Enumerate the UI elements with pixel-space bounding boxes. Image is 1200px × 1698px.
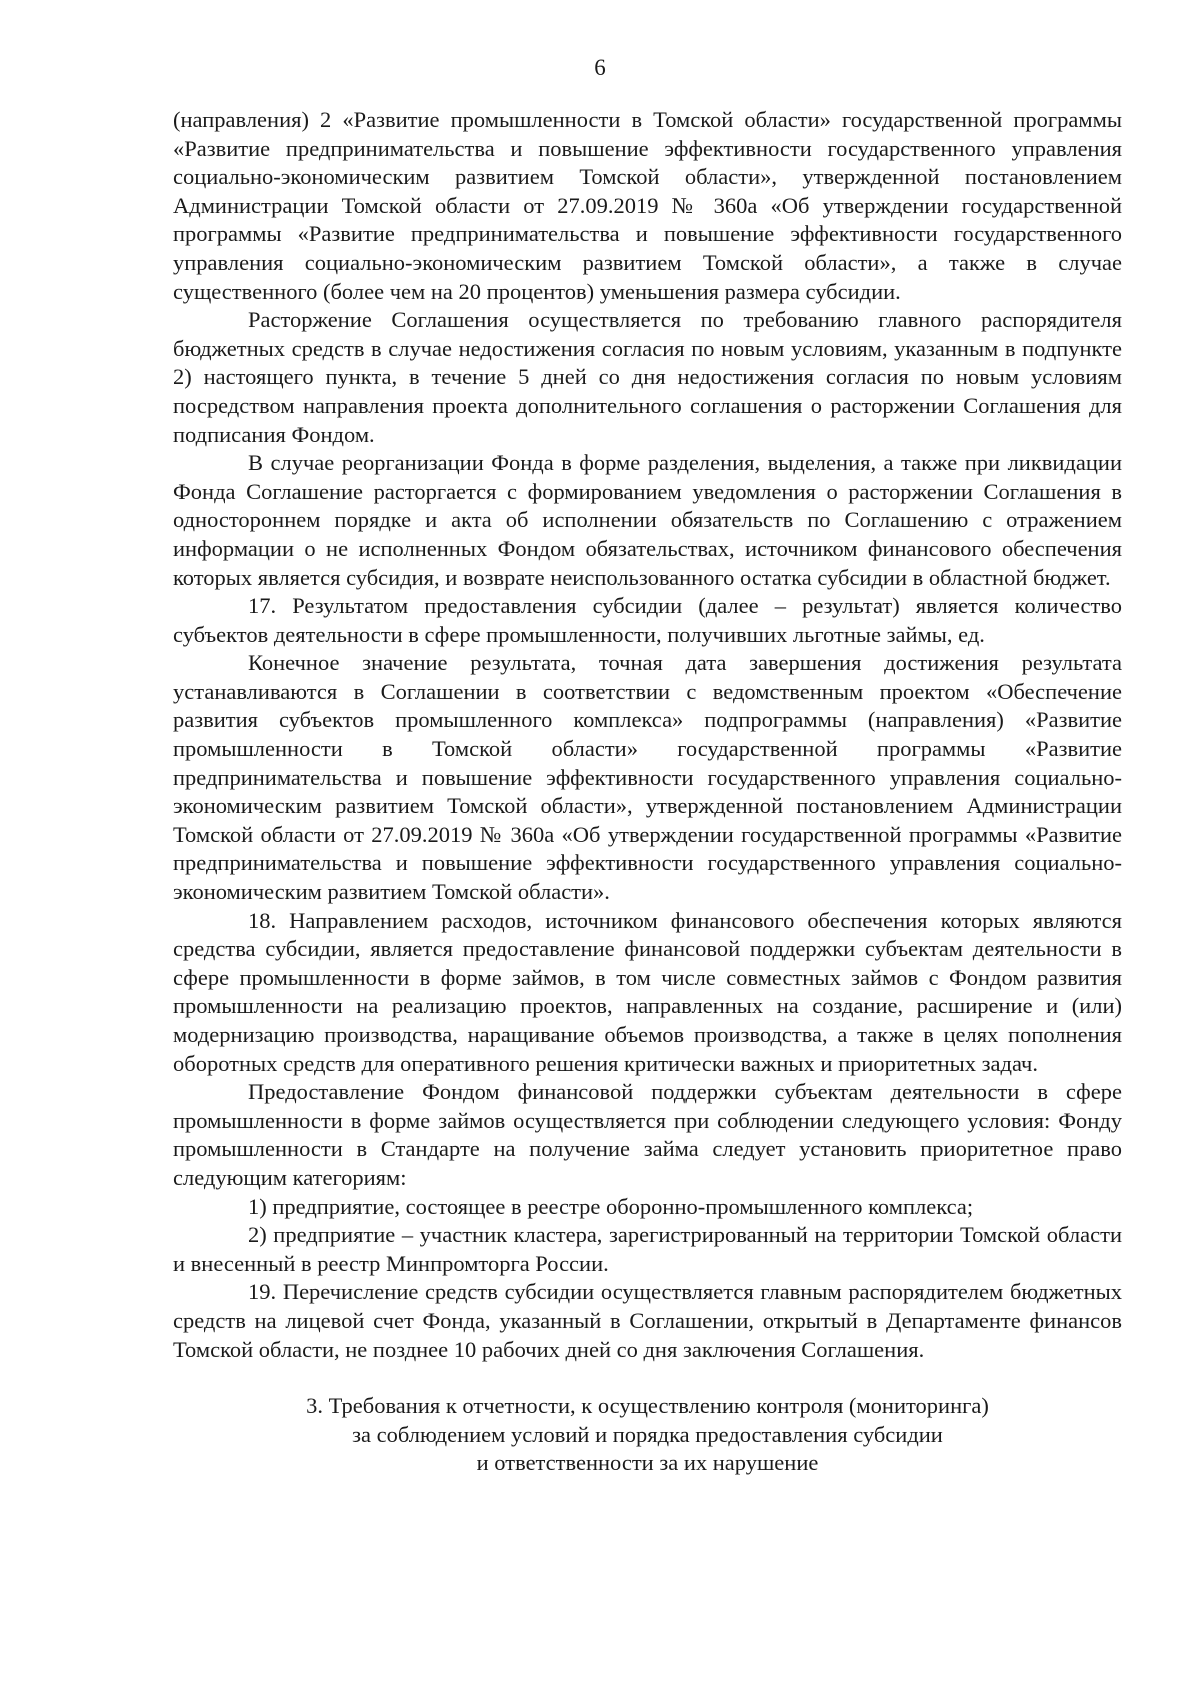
paragraph-clause-17: 17. Результатом предоставления субсидии (далее – результат) является количество субъектов деятельности в сфере промышленности, получивших льготные займы, ед. [173, 593, 1122, 647]
section-heading-line-1: 3. Требования к отчетности, к осуществлению контроля (мониторинга) [306, 1393, 989, 1419]
paragraph-termination: Расторжение Соглашения осуществляется по требованию главного распорядителя бюджетных средств в случае недостижения согласия по новым условиям, указанным в подпункте 2) настоящего пункта, в течение 5 дней со дня недостижения согласия по новым условиям посредством направления проекта дополнительного соглашения о расторжении Соглашения для подписания Фондом. [173, 307, 1122, 447]
document-body [173, 106, 1122, 1478]
paragraph-result-value: Конечное значение результата, точная дата завершения достижения результата устанавливаются в Соглашении в соответствии с ведомственным проектом «Обеспечение развития субъектов промышленного комплекса» подпрограммы (направления) «Развитие промышленности в Томской области» государственной программы «Развитие предпринимательства и повышение эффективности государственного управления социально-экономическим развитием Томской области», утвержденной постановлением Администрации Томской области от 27.09.2019 № 360а «Об утверждении государственной программы «Развитие предпринимательства и повышение эффективности государственного управления социально-экономическим развитием Томской области». [173, 650, 1122, 905]
list-item-1: 1) предприятие, состоящее в реестре оборонно-промышленного комплекса; [248, 1193, 974, 1219]
section-heading-line-3: и ответственности за их нарушение [476, 1450, 819, 1476]
paragraph-clause-19: 19. Перечисление средств субсидии осуществляется главным распорядителем бюджетных средств на лицевой счет Фонда, указанный в Соглашении, открытый в Департаменте финансов Томской области, не позднее 10 рабочих дней со дня заключения Соглашения. [173, 1279, 1122, 1362]
paragraph-clause-18: 18. Направлением расходов, источником финансового обеспечения которых являются средства субсидии, является предоставление финансовой поддержки субъектам деятельности в сфере промышленности в форме займов, в том числе совместных займов с Фондом развития промышленности на реализацию проектов, направленных на создание, расширение и (или) модернизацию производства, наращивание объемов производства, а также в целях пополнения оборотных средств для оперативного решения критически важных и приоритетных задач. [173, 907, 1122, 1076]
section-heading-line-2: за соблюдением условий и порядка предоставления субсидии [352, 1421, 943, 1447]
paragraph-continuation: (направления) 2 «Развитие промышленности в Томской области» государственной программы «Развитие предпринимательства и повышение эффективности государственного управления социально-экономическим развитием Томской области», утвержденной постановлением Администрации Томской области от 27.09.2019 № 360а «Об утверждении государственной программы «Развитие предпринимательства и повышение эффективности государственного управления социально-экономическим развитием Томской области», а также в случае существенного (более чем на 20 процентов) уменьшения размера субсидии. [173, 107, 1122, 304]
paragraph-reorganization: В случае реорганизации Фонда в форме разделения, выделения, а также при ликвидации Фонда Соглашение расторгается с формированием уведомления о расторжении Соглашения в одностороннем порядке и акта об исполнении обязательств по Соглашению с отражением информации о не исполненных Фондом обязательствах, источником финансового обеспечения которых является субсидия, и возврате неиспользованного остатка субсидии в областной бюджет. [173, 450, 1122, 590]
list-item-2: 2) предприятие – участник кластера, зарегистрированный на территории Томской области и внесенный в реестр Минпромторга России. [173, 1222, 1122, 1276]
paragraph-support-condition: Предоставление Фондом финансовой поддержки субъектам деятельности в сфере промышленности в форме займов осуществляется при соблюдении следующего условия: Фонду промышленности в Стандарте на получение займа следует установить приоритетное право следующим категориям: [173, 1079, 1122, 1190]
page-number: 6 [594, 55, 606, 80]
section-heading [173, 1392, 1122, 1478]
